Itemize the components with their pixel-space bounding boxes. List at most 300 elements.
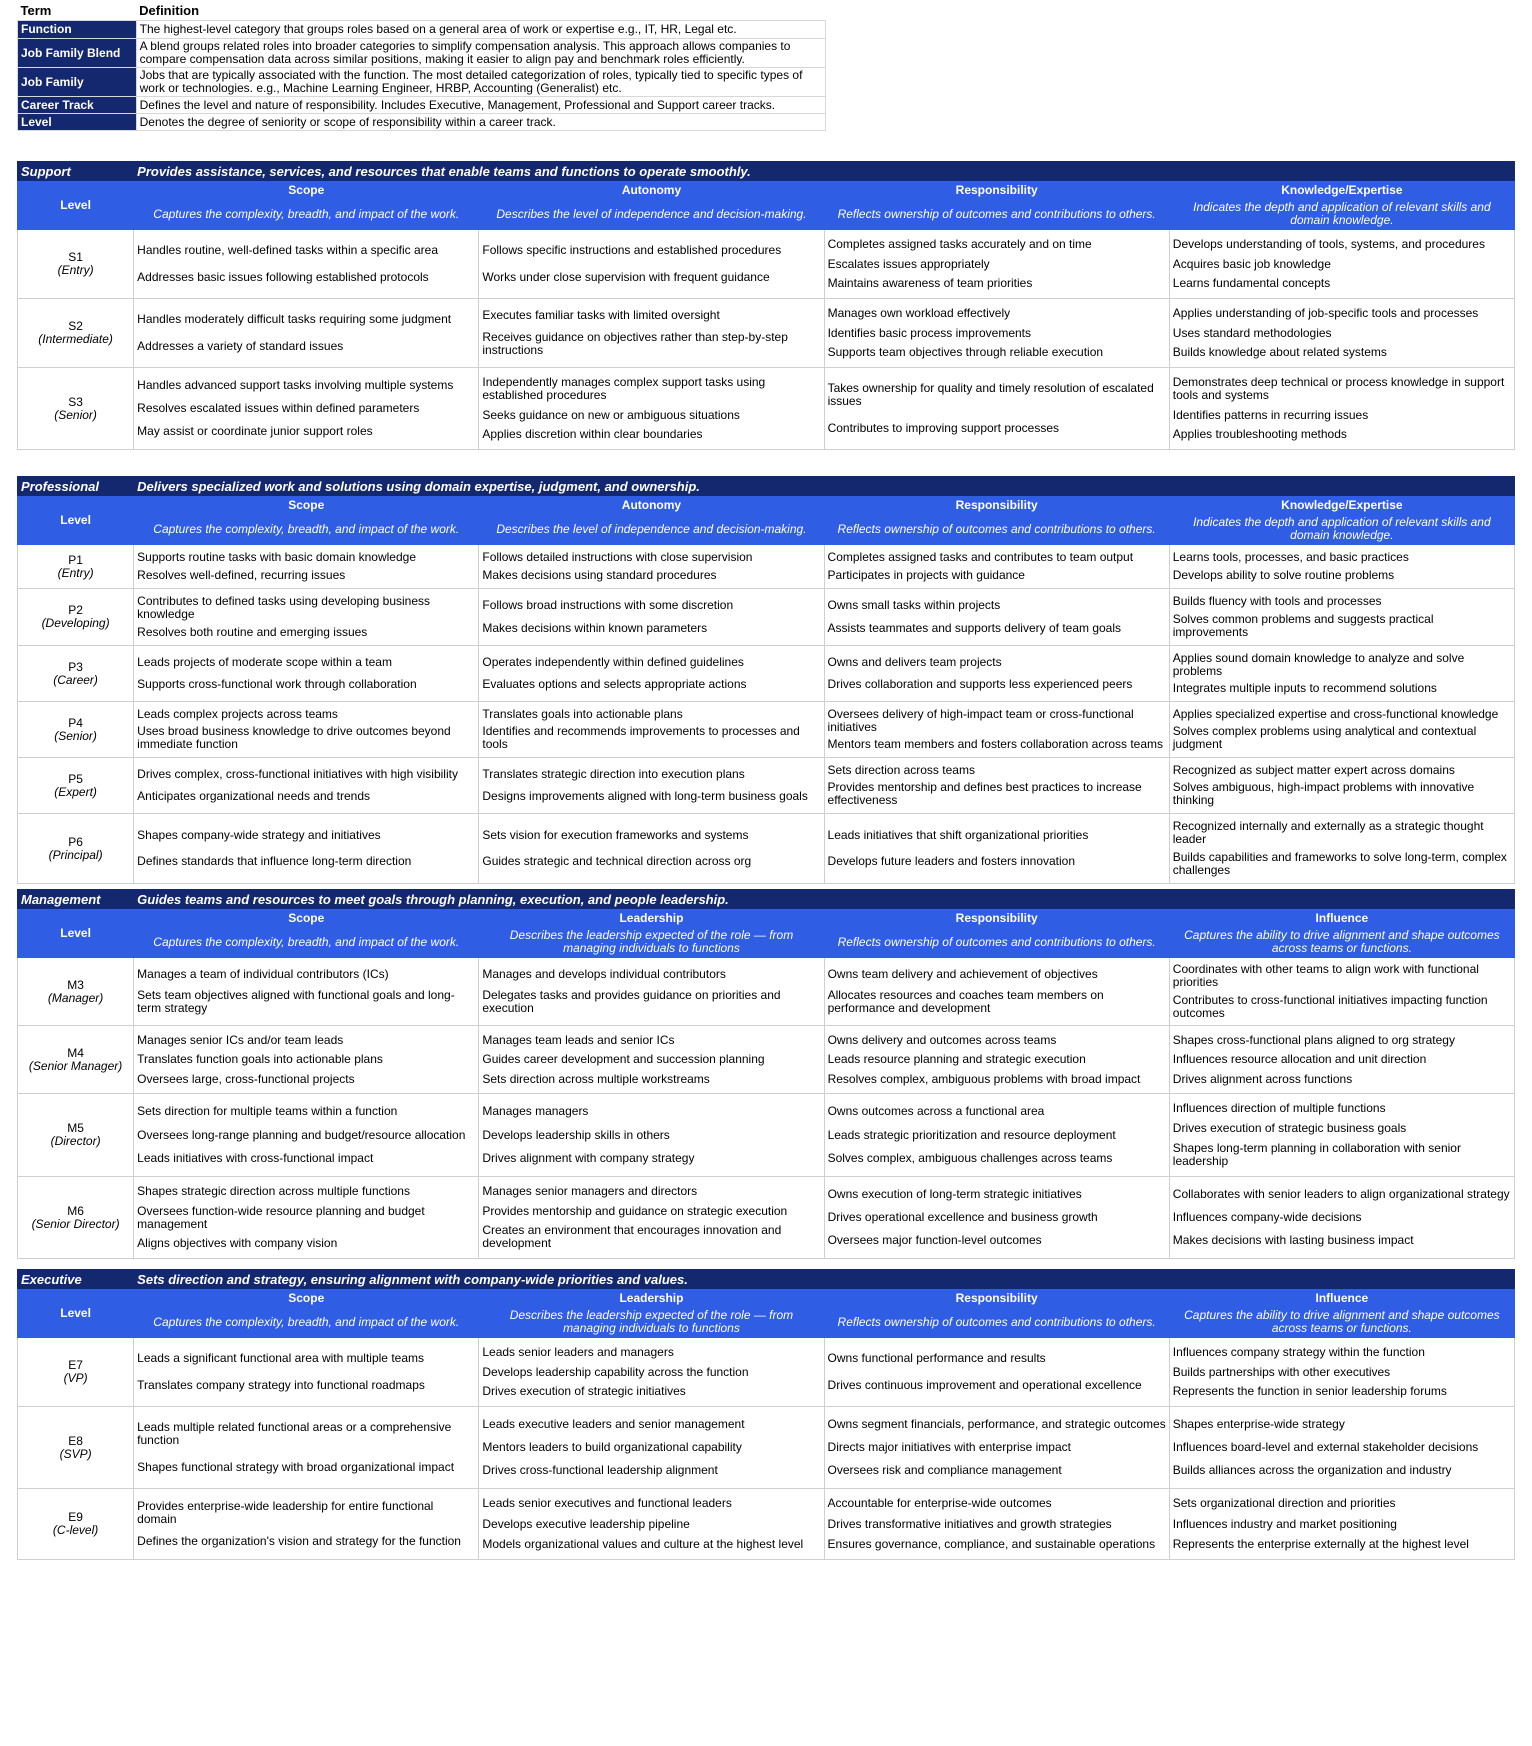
level-code: P3: [68, 659, 83, 674]
column-description: Reflects ownership of outcomes and contributions to others.: [837, 1314, 1156, 1329]
criteria-item: Oversees risk and compliance management: [827, 1463, 1062, 1477]
column-header: [479, 909, 824, 958]
criteria-item: Demonstrates deep technical or process knowledge in support tools and systems: [1172, 374, 1505, 402]
level-row: [18, 1094, 1515, 1177]
criteria-item: Applies troubleshooting methods: [1172, 427, 1347, 442]
criteria-item: Supports routine tasks with basic domain knowledge: [137, 550, 416, 564]
level-name: (Entry): [57, 263, 94, 277]
criteria-item: Translates strategic direction into execution plans: [482, 767, 745, 781]
criteria-item: Sets direction across multiple workstreams: [482, 1071, 710, 1086]
criteria-item: Owns team delivery and achievement of objectives: [827, 966, 1098, 981]
criteria-item: Addresses a variety of standard issues: [137, 338, 344, 353]
criteria-item: Mentors team members and fosters collaboration across teams: [827, 737, 1164, 752]
column-header: [134, 909, 479, 958]
column-description: Describes the level of independence and decision-making.: [496, 206, 807, 221]
criteria-item: Drives transformative initiatives and growth strategies: [827, 1516, 1112, 1531]
criteria-cell: [1169, 702, 1514, 758]
track-title-row: [18, 162, 1515, 181]
criteria-item: Follows broad instructions with some discretion: [482, 598, 734, 613]
criteria-item: Uses broad business knowledge to drive outcomes beyond immediate function: [137, 724, 451, 752]
criteria-item: Guides strategic and technical direction across org: [482, 854, 752, 869]
criteria-cell: [134, 758, 479, 814]
criteria-item: Owns execution of long-term strategic initiatives: [827, 1187, 1082, 1201]
criteria-item: Seeks guidance on new or ambiguous situations: [482, 407, 740, 422]
criteria-item: Builds fluency with tools and processes: [1172, 594, 1382, 608]
criteria-cell: [134, 1094, 479, 1177]
column-name: Scope: [288, 183, 325, 197]
term-name: Job Family Blend: [18, 39, 137, 68]
column-name: Leadership: [619, 1291, 684, 1305]
level-name: (Developing): [41, 616, 110, 630]
criteria-item: Drives complex, cross-functional initiatives with high visibility: [137, 767, 458, 781]
criteria-cell: [134, 1338, 479, 1407]
criteria-item: Learns tools, processes, and basic practices: [1172, 550, 1409, 564]
criteria-cell: [1169, 368, 1514, 450]
criteria-item: Builds partnerships with other executives: [1172, 1364, 1391, 1379]
level-cell: [18, 589, 134, 646]
criteria-cell: [824, 1489, 1169, 1560]
criteria-item: Builds capabilities and frameworks to solve long-term, complex challenges: [1172, 850, 1507, 877]
track-description: Delivers specialized work and solutions using domain expertise, judgment, and ownership.: [134, 477, 1515, 496]
criteria-item: Owns delivery and outcomes across teams: [827, 1032, 1057, 1047]
column-header: [1169, 181, 1514, 230]
track-title-row: [18, 890, 1515, 909]
level-code: P2: [68, 603, 83, 617]
track-table-management: [17, 889, 1515, 1259]
criteria-item: Translates function goals into actionable plans: [137, 1052, 383, 1066]
criteria-item: Leads resource planning and strategic execution: [827, 1052, 1086, 1066]
criteria-cell: [1169, 1338, 1514, 1407]
column-name: Responsibility: [955, 1291, 1038, 1305]
criteria-cell: [824, 1094, 1169, 1177]
criteria-item: Builds alliances across the organization and industry: [1172, 1463, 1452, 1477]
criteria-item: Completes assigned tasks accurately and on time: [827, 236, 1092, 251]
level-name: (Director): [50, 1134, 101, 1148]
level-cell: [18, 1407, 134, 1489]
level-cell: [18, 1094, 134, 1177]
column-name: Responsibility: [955, 498, 1038, 512]
criteria-item: Defines standards that influence long-term direction: [137, 854, 412, 869]
level-code: P4: [68, 715, 83, 730]
level-name: (Senior): [54, 407, 97, 422]
criteria-item: Guides career development and succession planning: [482, 1052, 765, 1066]
track-description: Guides teams and resources to meet goals through planning, execution, and people leadership.: [134, 890, 1515, 909]
level-code: P6: [68, 834, 83, 849]
column-description: Describes the leadership expected of the role — from managing individuals to functions: [509, 1308, 794, 1335]
column-header: [1169, 496, 1514, 545]
criteria-item: Influences company strategy within the function: [1172, 1344, 1425, 1359]
level-row: [18, 368, 1515, 450]
criteria-item: Builds knowledge about related systems: [1172, 345, 1387, 360]
track-header-row: [18, 496, 1515, 545]
level-cell: [18, 230, 134, 299]
term-definition: The highest-level category that groups roles based on a general area of work or expertise e.g., IT, HR, Legal etc.: [136, 21, 825, 39]
criteria-cell: [479, 1489, 824, 1560]
level-name: (Senior Director): [31, 1216, 120, 1231]
track-title-row: [18, 1270, 1515, 1289]
criteria-cell: [134, 589, 479, 646]
criteria-item: Oversees delivery of high-impact team or cross-functional initiatives: [827, 706, 1134, 734]
criteria-cell: [824, 545, 1169, 589]
criteria-item: Leads senior leaders and managers: [482, 1344, 674, 1359]
criteria-item: Identifies and recommends improvements to processes and tools: [482, 724, 800, 752]
criteria-cell: [1169, 958, 1514, 1026]
level-name: (Entry): [57, 565, 94, 580]
criteria-item: Owns and delivers team projects: [827, 655, 1002, 669]
criteria-item: Influences resource allocation and unit direction: [1172, 1052, 1427, 1066]
criteria-cell: [134, 646, 479, 702]
criteria-item: Recognized internally and externally as a strategic thought leader: [1172, 819, 1484, 846]
terms-header-row: [18, 0, 826, 21]
level-row: [18, 1489, 1515, 1560]
level-code: S3: [68, 394, 83, 409]
criteria-cell: [479, 589, 824, 646]
criteria-item: Applies discretion within clear boundaries: [482, 427, 703, 442]
column-description: Captures the complexity, breadth, and impact of the work.: [153, 521, 460, 536]
terms-header-term: Term: [20, 2, 52, 18]
criteria-cell: [824, 589, 1169, 646]
criteria-item: Provides enterprise-wide leadership for entire functional domain: [137, 1498, 434, 1526]
criteria-item: Completes assigned tasks and contributes to team output: [827, 550, 1134, 564]
level-cell: [18, 1026, 134, 1094]
criteria-item: Participates in projects with guidance: [827, 568, 1025, 582]
column-description: Captures the ability to drive alignment and shape outcomes across teams or functions.: [1184, 1308, 1500, 1335]
column-name: Autonomy: [621, 498, 682, 512]
criteria-item: Influences board-level and external stakeholder decisions: [1172, 1440, 1479, 1454]
column-name: Influence: [1315, 911, 1369, 925]
level-row: [18, 1407, 1515, 1489]
column-header: [134, 1289, 479, 1338]
criteria-item: Oversees function-wide resource planning and budget management: [137, 1203, 425, 1231]
track-table-executive: [17, 1269, 1515, 1560]
criteria-cell: [134, 368, 479, 450]
criteria-item: Makes decisions within known parameters: [482, 620, 708, 635]
criteria-item: Represents the function in senior leadership forums: [1172, 1384, 1447, 1399]
level-row: [18, 1026, 1515, 1094]
terms-header-definition: Definition: [139, 2, 200, 18]
level-cell: [18, 368, 134, 450]
criteria-item: Follows specific instructions and established procedures: [482, 243, 782, 258]
criteria-item: Influences direction of multiple functions: [1172, 1101, 1386, 1115]
criteria-item: Shapes functional strategy with broad organizational impact: [137, 1459, 455, 1474]
criteria-cell: [134, 545, 479, 589]
criteria-item: Provides mentorship and defines best practices to increase effectiveness: [827, 780, 1142, 808]
level-row: [18, 958, 1515, 1026]
column-name: Knowledge/Expertise: [1281, 183, 1403, 197]
criteria-item: Influences industry and market positioning: [1172, 1516, 1397, 1531]
criteria-cell: [824, 702, 1169, 758]
criteria-cell: [1169, 1177, 1514, 1259]
level-code: M6: [67, 1203, 84, 1218]
criteria-item: Maintains awareness of team priorities: [827, 276, 1033, 291]
criteria-cell: [824, 1338, 1169, 1407]
criteria-item: Accountable for enterprise-wide outcomes: [827, 1496, 1052, 1511]
level-name: (Intermediate): [38, 332, 113, 346]
criteria-cell: [134, 702, 479, 758]
criteria-item: Aligns objectives with company vision: [137, 1236, 338, 1251]
criteria-item: Manages a team of individual contributors (ICs): [137, 966, 389, 981]
column-header: [479, 1289, 824, 1338]
criteria-item: Operates independently within defined guidelines: [482, 655, 744, 669]
criteria-item: Develops understanding of tools, systems, and procedures: [1172, 236, 1485, 251]
criteria-item: Develops executive leadership pipeline: [482, 1516, 690, 1531]
criteria-item: Drives cross-functional leadership alignment: [482, 1463, 718, 1477]
criteria-item: Identifies basic process improvements: [827, 325, 1031, 340]
criteria-item: Models organizational values and culture at the highest level: [482, 1536, 804, 1551]
criteria-item: Escalates issues appropriately: [827, 256, 990, 271]
criteria-cell: [479, 958, 824, 1026]
track-name: Professional: [18, 477, 134, 496]
level-code: E9: [68, 1510, 83, 1524]
criteria-item: Solves complex problems using analytical and contextual judgment: [1172, 724, 1477, 752]
level-name: (Manager): [47, 990, 104, 1005]
criteria-item: Allocates resources and coaches team members on performance and development: [827, 988, 1104, 1016]
level-cell: [18, 1177, 134, 1259]
criteria-item: Leads projects of moderate scope within a team: [137, 655, 392, 669]
criteria-cell: [479, 1094, 824, 1177]
criteria-item: Influences company-wide decisions: [1172, 1210, 1362, 1224]
track-description: Provides assistance, services, and resources that enable teams and functions to operate smoothly.: [134, 162, 1515, 181]
criteria-item: Resolves escalated issues within defined parameters: [137, 401, 420, 415]
criteria-cell: [479, 545, 824, 589]
criteria-item: Resolves complex, ambiguous problems with broad impact: [827, 1071, 1141, 1086]
criteria-cell: [824, 368, 1169, 450]
criteria-item: Translates company strategy into functional roadmaps: [137, 1377, 425, 1392]
criteria-item: Directs major initiatives with enterprise impact: [827, 1440, 1071, 1454]
criteria-item: Drives alignment across functions: [1172, 1071, 1353, 1086]
criteria-item: Sets direction for multiple teams within a function: [137, 1104, 398, 1119]
level-row: [18, 589, 1515, 646]
criteria-cell: [824, 646, 1169, 702]
level-code: S2: [68, 319, 83, 333]
criteria-item: Handles moderately difficult tasks requiring some judgment: [137, 312, 452, 327]
criteria-cell: [1169, 814, 1514, 884]
criteria-item: Leads strategic prioritization and resource deployment: [827, 1127, 1116, 1142]
track-name: Support: [18, 162, 134, 181]
criteria-cell: [134, 958, 479, 1026]
track-name: Executive: [18, 1270, 134, 1289]
column-name: Knowledge/Expertise: [1281, 498, 1403, 512]
column-header: [824, 909, 1169, 958]
criteria-item: Applies understanding of job-specific tools and processes: [1172, 305, 1479, 320]
level-name: (Senior): [54, 728, 97, 743]
criteria-item: Handles advanced support tasks involving multiple systems: [137, 378, 454, 392]
criteria-item: Leads complex projects across teams: [137, 706, 338, 721]
criteria-item: Handles routine, well-defined tasks within a specific area: [137, 243, 438, 258]
criteria-item: Develops future leaders and fosters innovation: [827, 854, 1076, 869]
criteria-item: Identifies patterns in recurring issues: [1172, 407, 1369, 422]
track-name: Management: [18, 890, 134, 909]
criteria-item: Applies sound domain knowledge to analyze and solve problems: [1172, 650, 1465, 678]
criteria-cell: [479, 1338, 824, 1407]
criteria-cell: [479, 1177, 824, 1259]
column-header: [824, 496, 1169, 545]
criteria-item: Mentors leaders to build organizational capability: [482, 1440, 742, 1454]
criteria-cell: [824, 814, 1169, 884]
level-row: [18, 758, 1515, 814]
criteria-cell: [824, 1026, 1169, 1094]
column-name: Leadership: [619, 911, 684, 925]
criteria-item: Designs improvements aligned with long-term business goals: [482, 789, 808, 803]
term-name: Function: [18, 21, 137, 39]
track-header-row: [18, 909, 1515, 958]
criteria-item: Shapes long-term planning in collaboration with senior leadership: [1172, 1141, 1461, 1168]
criteria-item: Leads senior executives and functional leaders: [482, 1496, 732, 1511]
track-table-support: [17, 161, 1515, 450]
criteria-item: Defines the organization's vision and strategy for the function: [137, 1534, 461, 1549]
term-definition: Denotes the degree of seniority or scope of responsibility within a career track.: [136, 114, 825, 131]
criteria-item: Anticipates organizational needs and trends: [137, 789, 370, 803]
criteria-item: Represents the enterprise externally at the highest level: [1172, 1536, 1469, 1551]
level-cell: [18, 646, 134, 702]
level-cell: [18, 1489, 134, 1560]
criteria-item: Recognized as subject matter expert across domains: [1172, 762, 1455, 777]
level-name: (Senior Manager): [28, 1058, 123, 1073]
column-name: Scope: [288, 498, 325, 512]
column-name: Influence: [1315, 1291, 1369, 1305]
criteria-item: Owns functional performance and results: [827, 1351, 1046, 1366]
criteria-cell: [479, 1026, 824, 1094]
criteria-item: Assists teammates and supports delivery of team goals: [827, 620, 1122, 635]
column-header: [824, 181, 1169, 230]
level-code: P1: [68, 552, 83, 567]
level-row: [18, 1177, 1515, 1259]
term-row: [18, 97, 826, 114]
level-row: [18, 702, 1515, 758]
criteria-item: Receives guidance on objectives rather than step-by-step instructions: [482, 330, 788, 357]
criteria-cell: [1169, 545, 1514, 589]
criteria-item: Executes familiar tasks with limited oversight: [482, 308, 720, 322]
criteria-cell: [824, 230, 1169, 299]
criteria-item: Coordinates with other teams to align work with functional priorities: [1172, 962, 1479, 990]
criteria-item: Collaborates with senior leaders to align organizational strategy: [1172, 1187, 1510, 1201]
criteria-cell: [479, 1407, 824, 1489]
column-name: Scope: [288, 1291, 325, 1305]
criteria-cell: [824, 1407, 1169, 1489]
criteria-cell: [1169, 646, 1514, 702]
criteria-cell: [479, 646, 824, 702]
criteria-item: Contributes to improving support processes: [827, 420, 1060, 435]
column-description: Describes the leadership expected of the role — from managing individuals to functions: [509, 928, 794, 955]
column-description: Indicates the depth and application of relevant skills and domain knowledge.: [1193, 200, 1491, 227]
level-header: Level: [18, 181, 134, 230]
criteria-item: Independently manages complex support tasks using established procedures: [482, 374, 766, 402]
level-header: Level: [18, 496, 134, 545]
criteria-item: Acquires basic job knowledge: [1172, 256, 1331, 271]
level-code: M5: [67, 1121, 84, 1135]
level-cell: [18, 1338, 134, 1407]
column-description: Captures the complexity, breadth, and impact of the work.: [153, 206, 460, 221]
column-name: Responsibility: [955, 183, 1038, 197]
criteria-item: Oversees long-range planning and budget/resource allocation: [137, 1127, 466, 1142]
term-name: Level: [18, 114, 137, 131]
criteria-item: Owns outcomes across a functional area: [827, 1104, 1045, 1119]
column-description: Reflects ownership of outcomes and contributions to others.: [837, 206, 1156, 221]
criteria-item: Manages senior managers and directors: [482, 1183, 698, 1198]
criteria-item: Drives operational excellence and business growth: [827, 1210, 1098, 1224]
term-name: Career Track: [18, 97, 137, 114]
criteria-item: Drives alignment with company strategy: [482, 1150, 695, 1165]
level-name: (VP): [63, 1371, 88, 1385]
criteria-item: Solves complex, ambiguous challenges across teams: [827, 1150, 1113, 1165]
criteria-item: Manages own workload effectively: [827, 305, 1011, 320]
term-name: Job Family: [18, 68, 137, 97]
column-description: Captures the complexity, breadth, and impact of the work.: [153, 1314, 460, 1329]
level-row: [18, 814, 1515, 884]
criteria-item: Leads executive leaders and senior management: [482, 1417, 745, 1431]
criteria-item: Sets direction across teams: [827, 762, 975, 777]
criteria-item: Supports team objectives through reliable execution: [827, 345, 1104, 360]
level-row: [18, 1338, 1515, 1407]
criteria-cell: [1169, 1094, 1514, 1177]
level-name: (Career): [53, 672, 98, 687]
criteria-cell: [824, 299, 1169, 368]
criteria-cell: [824, 758, 1169, 814]
criteria-item: Owns small tasks within projects: [827, 598, 1001, 613]
criteria-cell: [1169, 1407, 1514, 1489]
criteria-item: Shapes enterprise-wide strategy: [1172, 1417, 1345, 1431]
criteria-item: Contributes to defined tasks using developing business knowledge: [137, 594, 431, 621]
criteria-item: Learns fundamental concepts: [1172, 276, 1331, 291]
criteria-cell: [479, 702, 824, 758]
level-row: [18, 230, 1515, 299]
column-header: [134, 496, 479, 545]
level-code: S1: [68, 250, 83, 264]
criteria-item: Oversees major function-level outcomes: [827, 1233, 1042, 1247]
column-header: [479, 181, 824, 230]
column-name: Scope: [288, 911, 325, 925]
criteria-item: Shapes company-wide strategy and initiatives: [137, 827, 381, 842]
track-title-row: [18, 477, 1515, 496]
criteria-item: Makes decisions using standard procedures: [482, 568, 717, 582]
criteria-item: Drives execution of strategic business goals: [1172, 1121, 1407, 1135]
criteria-item: Develops leadership skills in others: [482, 1127, 670, 1142]
level-row: [18, 646, 1515, 702]
criteria-item: Solves common problems and suggests practical improvements: [1172, 612, 1434, 639]
criteria-cell: [1169, 589, 1514, 646]
criteria-cell: [1169, 758, 1514, 814]
criteria-item: Supports cross-functional work through collaboration: [137, 677, 417, 691]
level-cell: [18, 958, 134, 1026]
track-description: Sets direction and strategy, ensuring alignment with company-wide priorities and values.: [134, 1270, 1515, 1289]
term-definition: A blend groups related roles into broader categories to simplify compensation analysis. This approach allows companies to compare compensation data across similar positions, making it easier to align pay and benchmark roles efficiently.: [136, 39, 825, 68]
column-name: Responsibility: [955, 911, 1038, 925]
level-name: (C-level): [52, 1523, 99, 1537]
criteria-item: Manages managers: [482, 1104, 589, 1119]
column-description: Indicates the depth and application of relevant skills and domain knowledge.: [1193, 515, 1491, 542]
criteria-item: Shapes cross-functional plans aligned to org strategy: [1172, 1032, 1455, 1047]
criteria-item: Drives execution of strategic initiatives: [482, 1384, 686, 1399]
criteria-item: Oversees large, cross-functional projects: [137, 1071, 355, 1086]
term-row: [18, 114, 826, 131]
track-header-row: [18, 181, 1515, 230]
column-header: [824, 1289, 1169, 1338]
criteria-item: Owns segment financials, performance, and strategic outcomes: [827, 1417, 1166, 1431]
level-header: Level: [18, 1289, 134, 1338]
criteria-item: Solves ambiguous, high-impact problems with innovative thinking: [1172, 780, 1475, 808]
criteria-cell: [1169, 1026, 1514, 1094]
level-code: P5: [68, 771, 83, 786]
criteria-item: Works under close supervision with frequent guidance: [482, 269, 770, 284]
criteria-item: Manages and develops individual contributors: [482, 966, 726, 981]
criteria-item: Contributes to cross-functional initiatives impacting function outcomes: [1172, 992, 1488, 1020]
criteria-cell: [1169, 1489, 1514, 1560]
term-definition: Defines the level and nature of responsibility. Includes Executive, Management, Professional and Support career tracks.: [136, 97, 825, 114]
criteria-cell: [134, 230, 479, 299]
criteria-item: Leads a significant functional area with multiple teams: [137, 1351, 424, 1366]
level-code: M4: [67, 1045, 84, 1060]
criteria-cell: [479, 230, 824, 299]
